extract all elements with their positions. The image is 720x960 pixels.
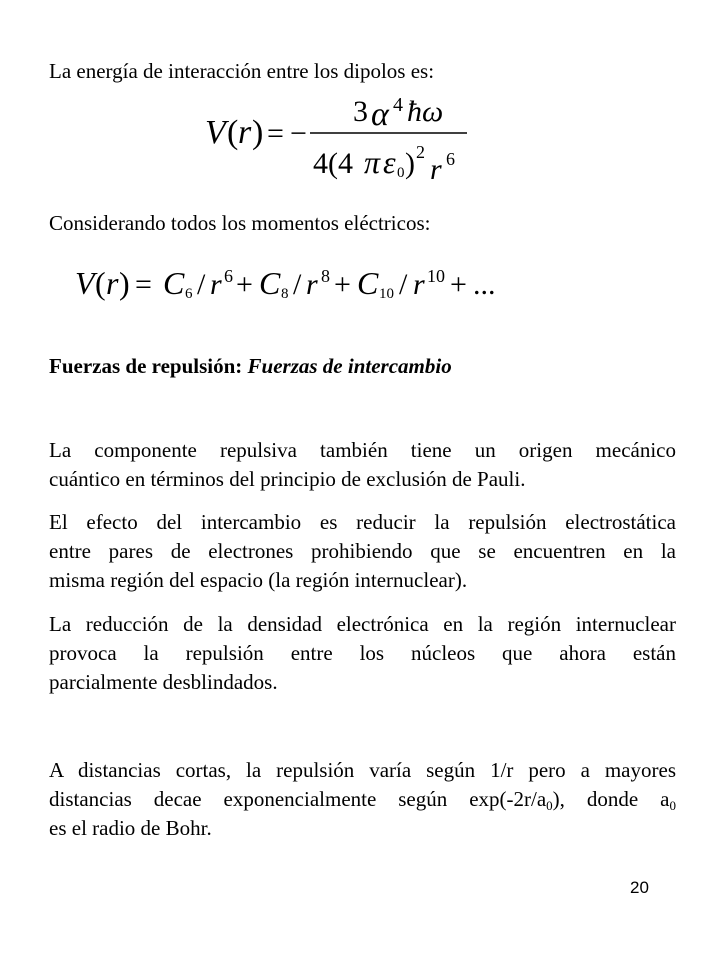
svg-text:+: + xyxy=(450,268,467,301)
svg-text:C: C xyxy=(163,265,185,301)
svg-text:/: / xyxy=(293,268,302,301)
svg-text:+: + xyxy=(236,268,253,301)
paragraph-short-distances xyxy=(49,758,676,845)
svg-text:10: 10 xyxy=(379,286,394,302)
svg-text:r: r xyxy=(210,268,222,301)
svg-text:π: π xyxy=(364,144,381,180)
p2-line-3: misma región del espacio (la región internuclear). xyxy=(49,568,468,592)
heading-italic: Fuerzas de intercambio xyxy=(247,354,452,378)
svg-text:): ) xyxy=(405,147,415,180)
svg-text:/: / xyxy=(399,268,408,301)
eq1-denominator: 4(4 xyxy=(313,147,353,180)
svg-text:0: 0 xyxy=(397,165,405,181)
intro-text: La energía de interacción entre los dipolos es: xyxy=(49,59,435,83)
svg-text:6: 6 xyxy=(224,266,233,286)
p4-line-1: A distancias cortas, la repulsión varía según 1/r pero a mayores xyxy=(49,758,676,782)
svg-text:6: 6 xyxy=(446,149,455,169)
svg-text:+: + xyxy=(334,268,351,301)
svg-text:2: 2 xyxy=(416,142,425,162)
p1-line-1: La componente repulsiva también tiene un origen mecánico xyxy=(49,438,676,462)
svg-text:/: / xyxy=(197,268,206,301)
svg-text:=: = xyxy=(135,268,152,301)
page-number: 20 xyxy=(630,878,649,897)
paragraph-electron-density xyxy=(49,612,676,699)
svg-text:r: r xyxy=(413,268,425,301)
svg-text:8: 8 xyxy=(281,286,289,302)
svg-text:6: 6 xyxy=(185,286,193,302)
svg-text:10: 10 xyxy=(427,266,445,286)
svg-text:−: − xyxy=(290,117,307,150)
svg-text:r: r xyxy=(306,268,318,301)
svg-text:(: ( xyxy=(227,114,239,151)
svg-text:C: C xyxy=(259,265,281,301)
eq1-lhs: V xyxy=(205,114,226,151)
eq1-numerator: 3 xyxy=(353,95,368,128)
svg-text:r: r xyxy=(238,114,252,151)
svg-text:ε: ε xyxy=(383,144,396,180)
p3-line-1: La reducción de la densidad electrónica en la región internuclear xyxy=(49,612,676,636)
heading-bold: Fuerzas de repulsión: xyxy=(49,354,243,378)
multipole-expansion-equation xyxy=(75,262,535,304)
svg-text:8: 8 xyxy=(321,266,330,286)
p3-line-3: parcialmente desblindados. xyxy=(49,670,278,694)
svg-text:): ) xyxy=(252,114,264,151)
p1-line-2: cuántico en términos del principio de exclusión de Pauli. xyxy=(49,467,526,491)
p4-line-2: distancias decae exponencialmente según $\exp(-2r/a_0)$, donde $a_0$ xyxy=(49,787,676,813)
p2-line-1: El efecto del intercambio es reducir la repulsión electrostática xyxy=(49,510,676,534)
p2-line-2: entre pares de electrones prohibiendo que se encuentren en la xyxy=(49,539,676,563)
svg-text:...: ... xyxy=(473,268,496,301)
svg-text:(: ( xyxy=(95,265,106,301)
svg-text:4: 4 xyxy=(393,94,403,116)
p4-line-3: es el radio de Bohr. xyxy=(49,816,212,840)
svg-text:α: α xyxy=(371,96,389,133)
considering-text: Considerando todos los momentos eléctricos: xyxy=(49,211,431,235)
section-heading xyxy=(49,354,452,378)
svg-text:=: = xyxy=(267,117,284,150)
paragraph-pauli xyxy=(49,438,676,496)
svg-text:r: r xyxy=(430,153,442,183)
svg-text:ħω: ħω xyxy=(407,95,444,128)
p3-line-2: provoca la repulsión entre los núcleos que ahora están xyxy=(49,641,676,665)
svg-text:r: r xyxy=(106,265,119,301)
dipole-interaction-equation xyxy=(205,93,475,183)
paragraph-exchange xyxy=(49,510,676,597)
svg-text:V: V xyxy=(75,265,95,301)
svg-text:): ) xyxy=(119,265,130,301)
svg-text:C: C xyxy=(357,265,379,301)
